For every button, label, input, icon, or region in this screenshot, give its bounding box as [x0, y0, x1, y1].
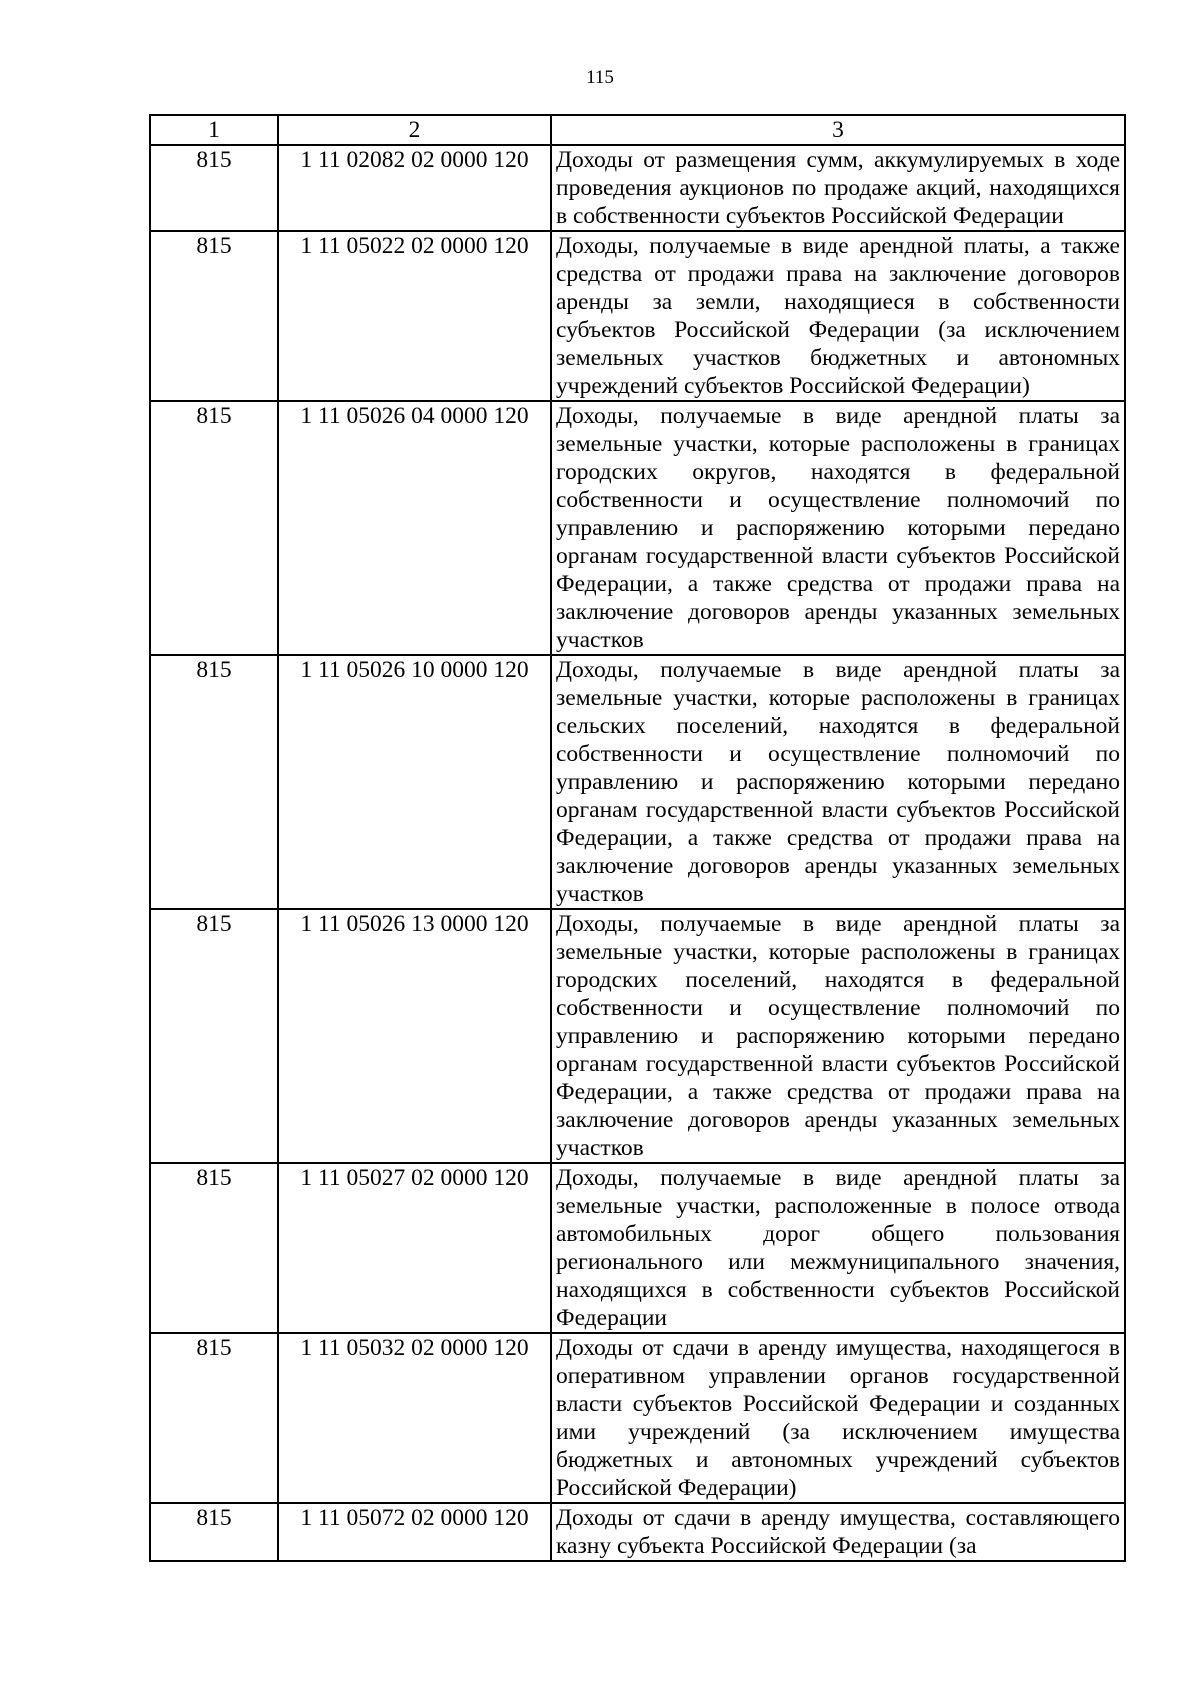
page-number: 115	[586, 67, 614, 88]
budget-code-cell: 1 11 02082 02 0000 120	[278, 145, 551, 231]
revenue-name-cell: Доходы, получаемые в виде арендной платы за земельные участки, которые расположены в границах городских поселений, находятся в федеральной собственности и осуществление полномочий по управлению и распоряжению которыми передано органам государственной власти субъектов Российской Федерации, а также средства от продажи права на заключение договоров аренды указанных земельных участков	[551, 909, 1125, 1163]
column-header-2: 2	[278, 115, 551, 145]
budget-code-cell: 1 11 05072 02 0000 120	[278, 1503, 551, 1561]
revenue-codes-table	[149, 114, 1126, 1562]
table-header-row	[150, 115, 1125, 145]
admin-code-cell: 815	[150, 145, 278, 231]
revenue-name-cell: Доходы, получаемые в виде арендной платы за земельные участки, которые расположены в границах городских округов, находятся в федеральной собственности и осуществление полномочий по управлению и распоряжению которыми передано органам государственной власти субъектов Российской Федерации, а также средства от продажи права на заключение договоров аренды указанных земельных участков	[551, 401, 1125, 655]
budget-code-cell: 1 11 05026 10 0000 120	[278, 655, 551, 909]
budget-code-cell: 1 11 05026 13 0000 120	[278, 909, 551, 1163]
revenue-name-cell: Доходы, получаемые в виде арендной платы, а также средства от продажи права на заключение договоров аренды за земли, находящиеся в собственности субъектов Российской Федерации (за исключением земельных участков бюджетных и автономных учреждений субъектов Российской Федерации)	[551, 231, 1125, 401]
table-row	[150, 231, 1125, 401]
table-row	[150, 1163, 1125, 1333]
admin-code-cell: 815	[150, 1333, 278, 1503]
column-header-1: 1	[150, 115, 278, 145]
table-row	[150, 655, 1125, 909]
budget-code-cell: 1 11 05027 02 0000 120	[278, 1163, 551, 1333]
admin-code-cell: 815	[150, 1503, 278, 1561]
table-row	[150, 1503, 1125, 1561]
admin-code-cell: 815	[150, 1163, 278, 1333]
revenue-name-cell: Доходы, получаемые в виде арендной платы за земельные участки, которые расположены в границах сельских поселений, находятся в федеральной собственности и осуществление полномочий по управлению и распоряжению которыми передано органам государственной власти субъектов Российской Федерации, а также средства от продажи права на заключение договоров аренды указанных земельных участков	[551, 655, 1125, 909]
admin-code-cell: 815	[150, 401, 278, 655]
column-header-3: 3	[551, 115, 1125, 145]
revenue-name-cell: Доходы от размещения сумм, аккумулируемых в ходе проведения аукционов по продаже акций, находящихся в собственности субъектов Российской Федерации	[551, 145, 1125, 231]
table-row	[150, 401, 1125, 655]
table-row	[150, 145, 1125, 231]
revenue-name-cell: Доходы от сдачи в аренду имущества, составляющего казну субъекта Российской Федерации (за	[551, 1503, 1125, 1561]
budget-code-cell: 1 11 05026 04 0000 120	[278, 401, 551, 655]
admin-code-cell: 815	[150, 909, 278, 1163]
admin-code-cell: 815	[150, 231, 278, 401]
budget-code-cell: 1 11 05032 02 0000 120	[278, 1333, 551, 1503]
revenue-name-cell: Доходы, получаемые в виде арендной платы за земельные участки, расположенные в полосе отвода автомобильных дорог общего пользования регионального или межмуниципального значения, находящихся в собственности субъектов Российской Федерации	[551, 1163, 1125, 1333]
table-row	[150, 1333, 1125, 1503]
budget-code-cell: 1 11 05022 02 0000 120	[278, 231, 551, 401]
revenue-name-cell: Доходы от сдачи в аренду имущества, находящегося в оперативном управлении органов государственной власти субъектов Российской Федерации и созданных ими учреждений (за исключением имущества бюджетных и автономных учреждений субъектов Российской Федерации)	[551, 1333, 1125, 1503]
admin-code-cell: 815	[150, 655, 278, 909]
table-row	[150, 909, 1125, 1163]
